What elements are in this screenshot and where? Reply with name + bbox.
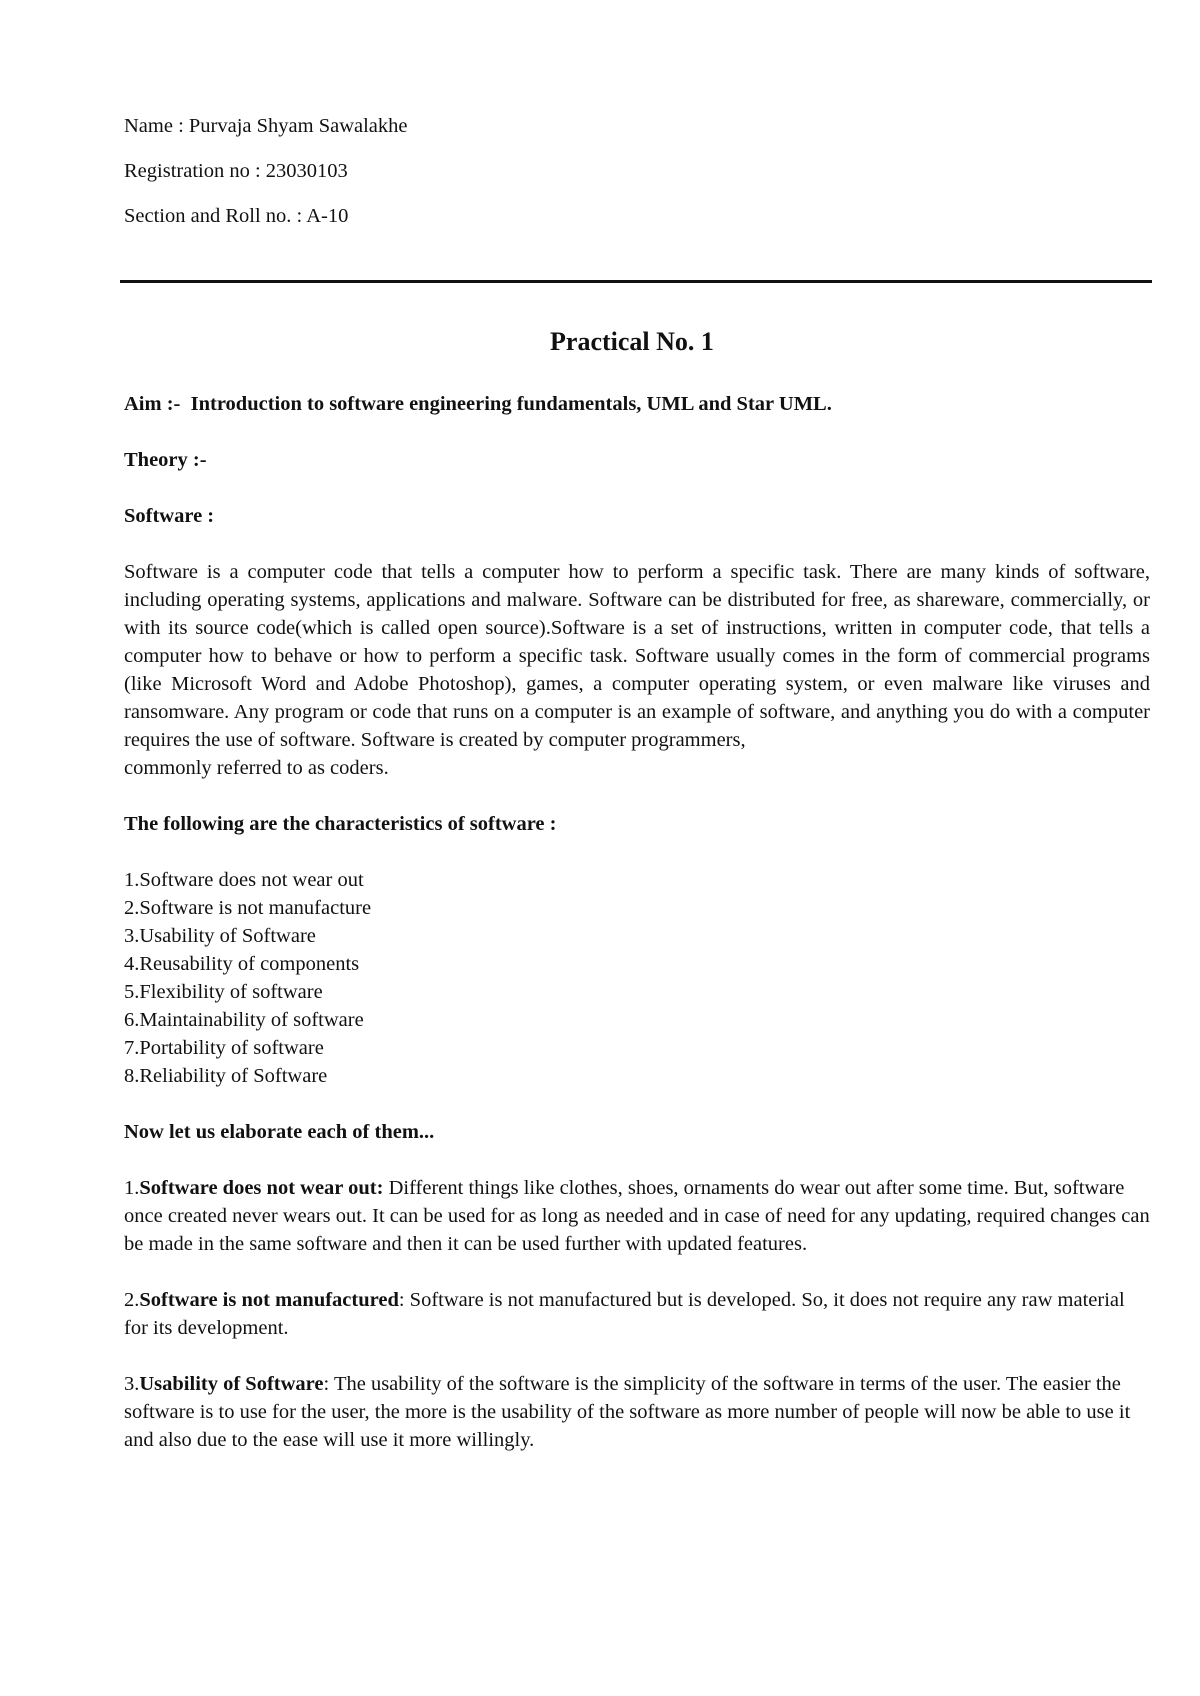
- elaboration-prefix: 3.: [124, 1373, 140, 1395]
- elaboration-prefix: 2.: [124, 1289, 140, 1311]
- elaboration-prefix: 1.: [124, 1177, 140, 1199]
- aim-text: Introduction to software engineering fundamentals, UML and Star UML.: [190, 393, 832, 415]
- horizontal-divider: [120, 280, 1152, 283]
- software-heading: Software :: [124, 505, 215, 527]
- elaboration-text: Different things like clothes, shoes, ornaments do wear out after some time. But, software once created never wears out. It can be used for as long as needed and in case of need for any updating, required changes can be made in the same software and then it can be used further with updated features.: [124, 1177, 1150, 1255]
- elaboration-term: Software does not wear out:: [139, 1177, 384, 1199]
- elaborate-heading: Now let us elaborate each of them...: [124, 1121, 435, 1143]
- aim-label: Aim :-: [124, 393, 181, 415]
- aim-line: [124, 390, 1150, 418]
- elaboration-paragraph: [124, 1286, 1150, 1342]
- page-title: Practical No. 1: [550, 327, 714, 356]
- list-item: 3.Usability of Software: [124, 925, 316, 947]
- software-paragraph: Software is a computer code that tells a computer how to perform a specific task. There are many kinds of software, including operating systems, applications and malware. Software can be distributed for free, as shareware, commercially, or with its source code(which is called open source).Software is a set of instructions, written in computer code, that tells a computer how to behave or how to perform a specific task. Software usually comes in the form of commercial programs (like Microsoft Word and Adobe Photoshop), games, a computer operating system, or even malware like viruses and ransomware. Any program or code that runs on a computer is an example of software, and anything you do with a computer requires the use of software. Software is created by computer programmers,: [124, 561, 1150, 751]
- list-item: 1.Software does not wear out: [124, 869, 364, 891]
- elaboration-term: Usability of Software: [139, 1373, 324, 1395]
- list-item: 4.Reusability of components: [124, 953, 360, 975]
- elaboration-paragraph: [124, 1174, 1150, 1258]
- list-item: 5.Flexibility of software: [124, 981, 323, 1003]
- list-item: 7.Portability of software: [124, 1037, 324, 1059]
- elaboration-term: Software is not manufactured: [139, 1289, 399, 1311]
- document-body: [124, 390, 1150, 1482]
- characteristics-list: [124, 866, 1150, 1090]
- list-item: 6.Maintainability of software: [124, 1009, 364, 1031]
- list-item: 2.Software is not manufacture: [124, 897, 372, 919]
- software-paragraph-end: commonly referred to as coders.: [124, 757, 389, 779]
- student-info: [124, 112, 1150, 247]
- elaboration-text: : The usability of the software is the simplicity of the software in terms of the user. The easier the software is to use for the user, the more is the usability of the software as more number of people will now be able to use it and also due to the ease will use it more willingly.: [124, 1373, 1131, 1451]
- theory-heading: Theory :-: [124, 449, 207, 471]
- registration-number: Registration no : 23030103: [124, 160, 348, 182]
- characteristics-heading: The following are the characteristics of software :: [124, 813, 557, 835]
- elaboration-text: : Software is not manufactured but is developed. So, it does not require any raw material for its development.: [124, 1289, 1125, 1339]
- elaboration-paragraph: [124, 1370, 1150, 1454]
- student-name: Name : Purvaja Shyam Sawalakhe: [124, 115, 408, 137]
- list-item: 8.Reliability of Software: [124, 1065, 328, 1087]
- section-roll-number: Section and Roll no. : A-10: [124, 205, 349, 227]
